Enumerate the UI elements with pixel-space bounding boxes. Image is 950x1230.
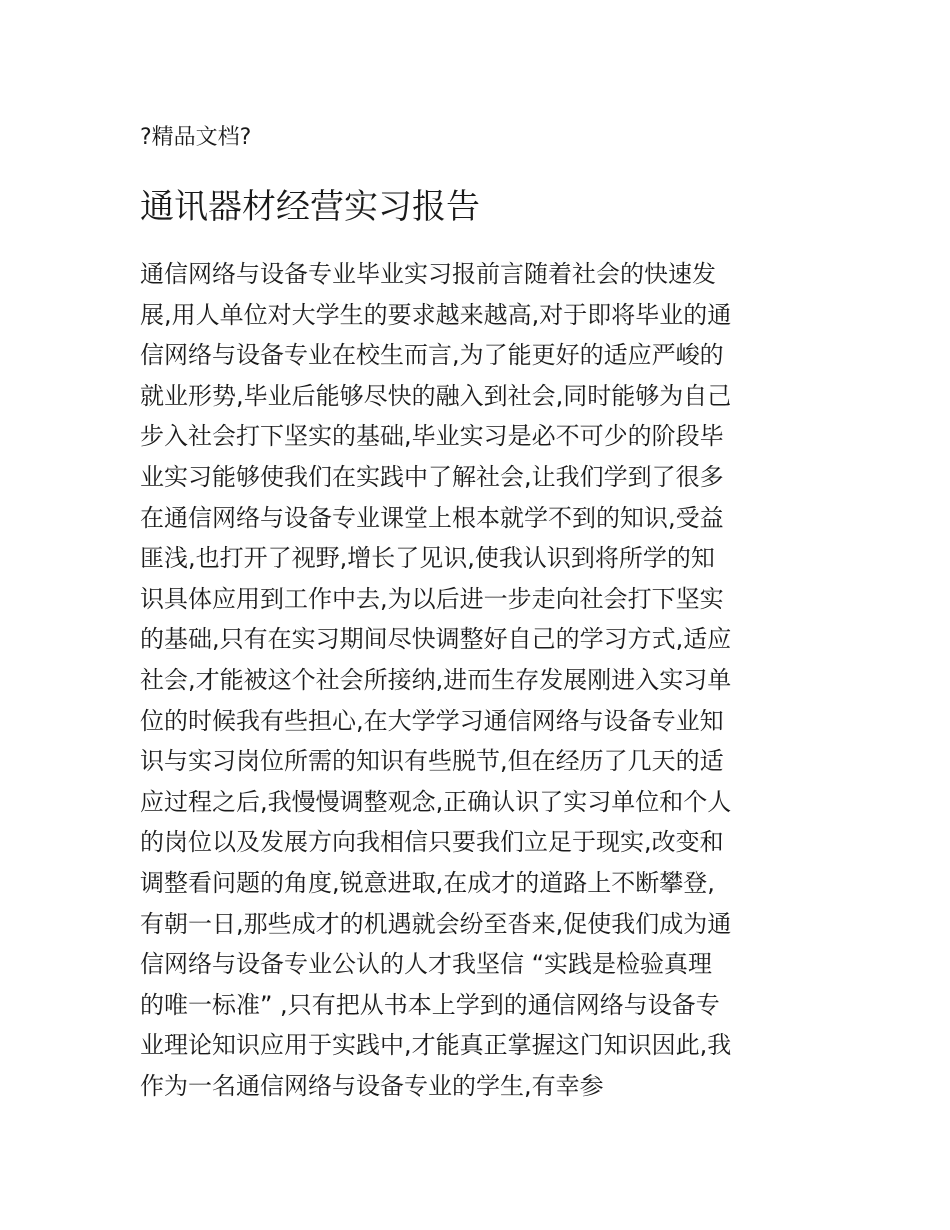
body-line: 的基础,只有在实习期间尽快调整好自己的学习方式,适应 — [140, 625, 732, 654]
body-line: 步入社会打下坚实的基础,毕业实习是必不可少的阶段毕 — [140, 422, 724, 451]
body-line: 社会,才能被这个社会所接纳,进而生存发展刚进入实习单 — [140, 665, 732, 694]
body-line: 信网络与设备专业公认的人才我坚信 “实践是检验真理 — [140, 950, 713, 979]
body-line: 识与实习岗位所需的知识有些脱节,但在经历了几天的适 — [140, 747, 724, 776]
document-title: 通讯器材经营实习报告 — [140, 187, 480, 227]
body-line: 识具体应用到工作中去,为以后进一步走向社会打下坚实 — [140, 584, 724, 613]
document-body — [140, 254, 820, 1106]
body-line: 的岗位以及发展方向我相信只要我们立足于现实,改变和 — [140, 828, 724, 857]
body-line: 作为一名通信网络与设备专业的学生,有幸参 — [140, 1071, 604, 1100]
body-line: 业理论知识应用于实践中,才能真正掌握这门知识因此,我 — [140, 1031, 732, 1060]
body-line: 位的时候我有些担心,在大学学习通信网络与设备专业知 — [140, 706, 724, 735]
body-line: 匪浅,也打开了视野,增长了见识,使我认识到将所学的知 — [140, 544, 715, 573]
body-line: 的唯一标准” ,只有把从书本上学到的通信网络与设备专 — [140, 990, 720, 1019]
body-line: 应过程之后,我慢慢调整观念,正确认识了实习单位和个人 — [140, 787, 732, 816]
body-line: 有朝一日,那些成才的机遇就会纷至沓来,促使我们成为通 — [140, 909, 732, 938]
body-line: 通信网络与设备专业毕业实习报前言随着社会的快速发 — [140, 260, 716, 288]
body-line: 业实习能够使我们在实践中了解社会,让我们学到了很多 — [140, 462, 724, 491]
body-line: 就业形势,毕业后能够尽快的融入到社会,同时能够为自己 — [140, 381, 732, 410]
body-line: 信网络与设备专业在校生而言,为了能更好的适应严峻的 — [140, 341, 724, 370]
body-line: 展,用人单位对大学生的要求越来越高,对于即将毕业的通 — [140, 300, 732, 329]
document-header-label: ?精品文档? — [140, 125, 252, 150]
body-line: 调整看问题的角度,锐意进取,在成才的道路上不断攀登, — [140, 868, 715, 897]
body-line: 在通信网络与设备专业课堂上根本就学不到的知识,受益 — [140, 503, 724, 532]
